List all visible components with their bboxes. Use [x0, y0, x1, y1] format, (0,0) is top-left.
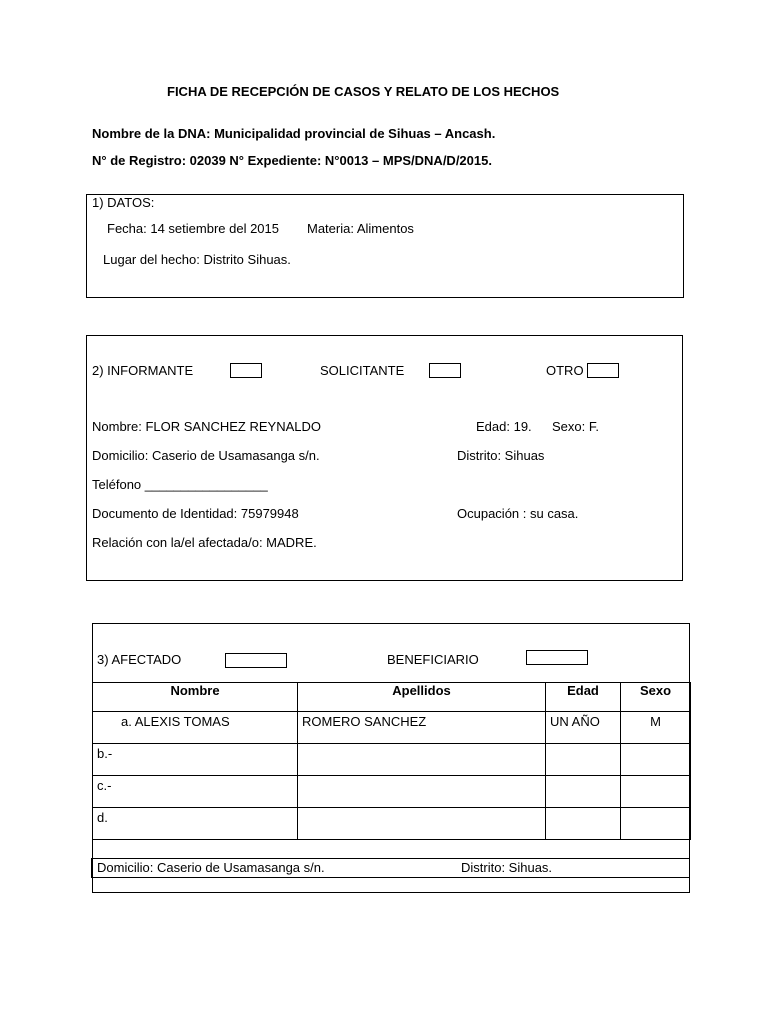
registro-line: N° de Registro: 02039 N° Expediente: N°0013 – MPS/DNA/D/2015.: [92, 153, 492, 168]
column-header-apellidos: Apellidos: [298, 683, 546, 712]
datos-heading: 1) DATOS:: [92, 195, 155, 210]
solicitante-checkbox[interactable]: [429, 363, 461, 378]
domicilio-field: Domicilio: Caserio de Usamasanga s/n.: [92, 448, 320, 463]
edad-field: Edad: 19.: [476, 419, 532, 434]
table-row: [93, 712, 691, 744]
afectado-domicilio: Domicilio: Caserio de Usamasanga s/n.: [97, 860, 325, 875]
table-row: [93, 776, 691, 808]
distrito-field: Distrito: Sihuas: [457, 448, 545, 463]
afectado-distrito: Distrito: Sihuas.: [461, 860, 553, 875]
cell-sexo: [621, 776, 691, 808]
ocupacion-field: Ocupación : su casa.: [457, 506, 579, 521]
afectado-label: 3) AFECTADO: [97, 652, 182, 667]
informante-label: 2) INFORMANTE: [92, 363, 194, 378]
cell-edad: [546, 808, 621, 840]
solicitante-label: SOLICITANTE: [320, 363, 405, 378]
cell-edad: UN AÑO: [546, 712, 621, 744]
sexo-field: Sexo: F.: [552, 419, 599, 434]
table-row: [93, 744, 691, 776]
document-title: FICHA DE RECEPCIÓN DE CASOS Y RELATO DE LOS HECHOS: [167, 84, 560, 99]
cell-nombre: c.-: [93, 776, 298, 808]
nombre-field: Nombre: FLOR SANCHEZ REYNALDO: [92, 419, 321, 434]
cell-sexo: [621, 744, 691, 776]
table-header-row: [93, 683, 691, 712]
telefono-field: Teléfono _________________: [92, 477, 268, 492]
cell-nombre: b.-: [93, 744, 298, 776]
cell-edad: [546, 744, 621, 776]
otro-label: OTRO: [546, 363, 584, 378]
materia-field: Materia: Alimentos: [307, 221, 414, 236]
afectado-checkbox[interactable]: [225, 653, 287, 668]
relacion-field: Relación con la/el afectada/o: MADRE.: [92, 535, 317, 550]
cell-apellidos: ROMERO SANCHEZ: [298, 712, 546, 744]
cell-edad: [546, 776, 621, 808]
beneficiario-checkbox[interactable]: [526, 650, 588, 665]
lugar-field: Lugar del hecho: Distrito Sihuas.: [103, 252, 291, 267]
cell-nombre: d.: [93, 808, 298, 840]
afectado-table: [92, 682, 691, 840]
otro-checkbox[interactable]: [587, 363, 619, 378]
cell-nombre: a. ALEXIS TOMAS: [93, 712, 298, 744]
column-header-nombre: Nombre: [93, 683, 298, 712]
fecha-field: Fecha: 14 setiembre del 2015: [107, 221, 279, 236]
dna-name: Nombre de la DNA: Municipalidad provincial de Sihuas – Ancash.: [92, 126, 496, 141]
column-header-sexo: Sexo: [621, 683, 691, 712]
cell-apellidos: [298, 776, 546, 808]
table-row: [93, 808, 691, 840]
datos-section: [86, 194, 684, 298]
cell-sexo: [621, 808, 691, 840]
cell-apellidos: [298, 744, 546, 776]
column-header-edad: Edad: [546, 683, 621, 712]
informante-checkbox[interactable]: [230, 363, 262, 378]
cell-sexo: M: [621, 712, 691, 744]
cell-apellidos: [298, 808, 546, 840]
documento-field: Documento de Identidad: 75979948: [92, 506, 299, 521]
beneficiario-label: BENEFICIARIO: [387, 652, 479, 667]
